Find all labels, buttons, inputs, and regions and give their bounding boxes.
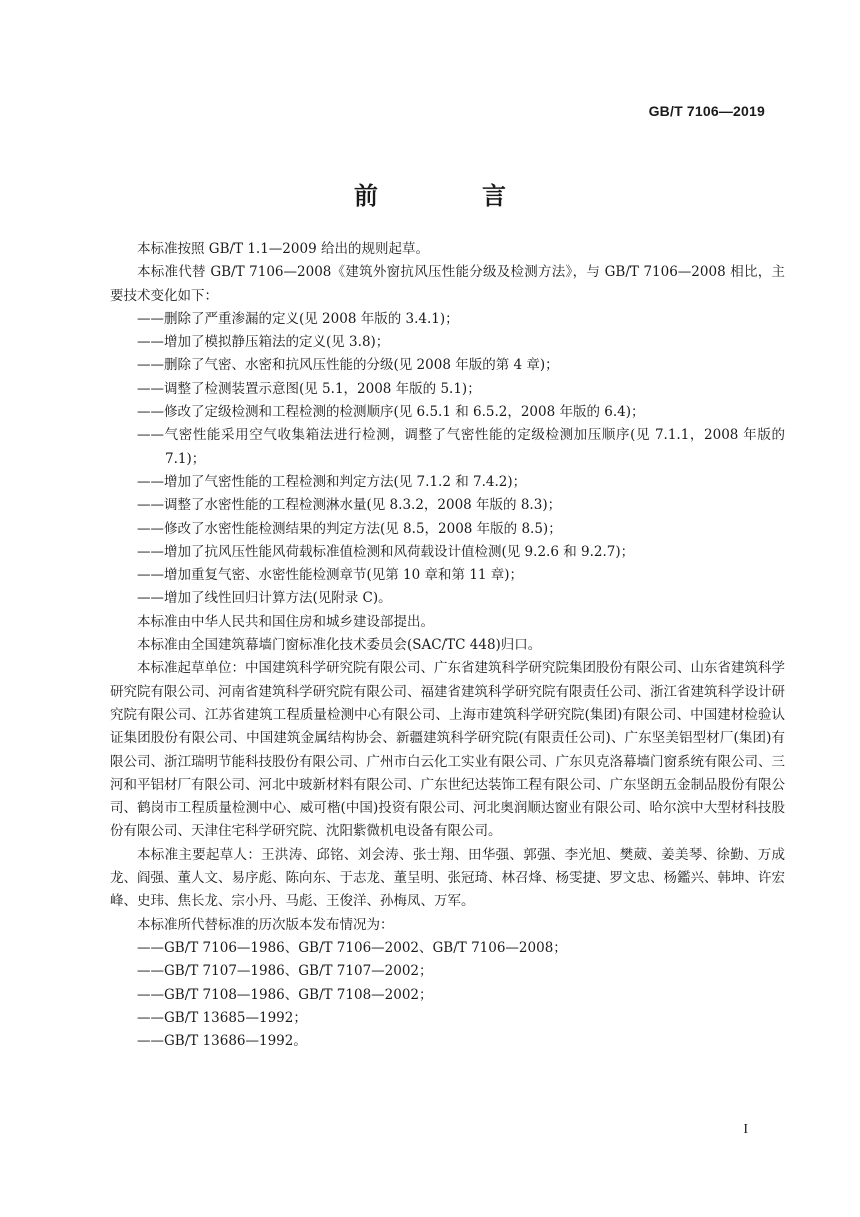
list-item: ——GB/T 7106—1986、GB/T 7106—2002、GB/T 7106—2008；: [137, 939, 567, 956]
list-item: ——增加重复气密、水密性能检测章节(见第 10 章和第 11 章)；: [137, 567, 524, 584]
list-item: ——增加了抗风压性能风荷载标准值检测和风荷载设计值检测(见 9.2.6 和 9.2.7)；: [137, 543, 635, 560]
list-item: ——GB/T 13686—1992。: [137, 1033, 307, 1050]
paragraph: 本标准由全国建筑幕墙门窗标准化技术委员会(SAC/TC 448)归口。: [137, 637, 542, 654]
list-item: ——调整了检测装置示意图(见 5.1，2008 年版的 5.1)；: [137, 380, 481, 397]
drafting-units-paragraph: 本标准起草单位：中国建筑科学研究院有限公司、广东省建筑科学研究院集团股份有限公司、山东省建筑科学研究院有限公司、河南省建筑科学研究院有限公司、福建省建筑科学研究院有限责任公司、浙江省建筑科学设计研究院有限公司、江苏省建筑工程质量检测中心有限公司、上海市建筑科学研究院(集团)有限公司、中国建材检验认证集团股份有限公司、中国建筑金属结构协会、新疆建筑科学研究院(有限责任公司)、广东坚美铝型材厂(集团)有限公司、浙江瑞明节能科技股份有限公司、广州市白云化工实业有限公司、广东贝克洛幕墙门窗系统有限公司、三河和平铝材厂有限公司、河北中玻新材料有限公司、广东世纪达装饰工程有限公司、广东坚朗五金制品股份有限公司、鹤岗市工程质量检测中心、威可楷(中国)投资有限公司、河北奥润顺达窗业有限公司、哈尔滨中大型材科技股份有限公司、天津住宅科学研究院、沈阳紫微机电设备有限公司。: [110, 660, 785, 840]
list-item: ——GB/T 13685—1992；: [137, 1009, 307, 1026]
list-item: ——删除了严重渗漏的定义(见 2008 年版的 3.4.1)；: [137, 310, 459, 327]
list-item: ——增加了线性回归计算方法(见附录 C)。: [137, 590, 392, 607]
list-item: ——修改了水密性能检测结果的判定方法(见 8.5，2008 年版的 8.5)；: [137, 520, 562, 537]
list-item: ——GB/T 7107—1986、GB/T 7107—2002；: [137, 963, 433, 980]
document-code: GB/T 7106—2019: [648, 103, 765, 119]
drafters-paragraph: 本标准主要起草人：王洪涛、邱铭、刘会涛、张士翔、田华强、郭强、李光旭、樊葳、姜美琴、徐勤、万成龙、阎强、董人文、易序彪、陈向东、于志龙、董呈明、张冠琦、林召烽、杨雯捷、罗文忠、杨鑑兴、韩坤、许宏峰、史玮、焦长龙、宗小丹、马彪、王俊洋、孙梅凤、万军。: [110, 846, 785, 910]
list-item: ——调整了水密性能的工程检测淋水量(见 8.3.2，2008 年版的 8.3)；: [137, 497, 562, 514]
list-item: ——删除了气密、水密和抗风压性能的分级(见 2008 年版的第 4 章)；: [137, 357, 559, 374]
list-item: ——增加了气密性能的工程检测和判定方法(见 7.1.2 和 7.4.2)；: [137, 473, 527, 490]
paragraph: 本标准按照 GB/T 1.1—2009 给出的规则起草。: [137, 241, 429, 257]
list-item: ——增加了模拟静压箱法的定义(见 3.8)；: [137, 334, 390, 351]
paragraph: 本标准所代替标准的历次版本发布情况为：: [137, 916, 394, 933]
foreword-body: [110, 238, 785, 1053]
list-item: ——GB/T 7108—1986、GB/T 7108—2002；: [137, 986, 433, 1003]
list-item: ——修改了定级检测和工程检测的检测顺序(见 6.5.1 和 6.5.2，2008 年版的 6.4)；: [137, 404, 645, 421]
list-item: ——气密性能采用空气收集箱法进行检测，调整了气密性能的定级检测加压顺序(见 7.1.1，2008 年版的 7.1)；: [137, 427, 785, 467]
page-title: 前 言: [354, 182, 546, 210]
paragraph: 本标准代替 GB/T 7106—2008《建筑外窗抗风压性能分级及检测方法》，与 GB/T 7106—2008 相比，主要技术变化如下：: [110, 264, 785, 304]
page-number: I: [743, 1122, 748, 1137]
paragraph: 本标准由中华人民共和国住房和城乡建设部提出。: [137, 613, 434, 630]
